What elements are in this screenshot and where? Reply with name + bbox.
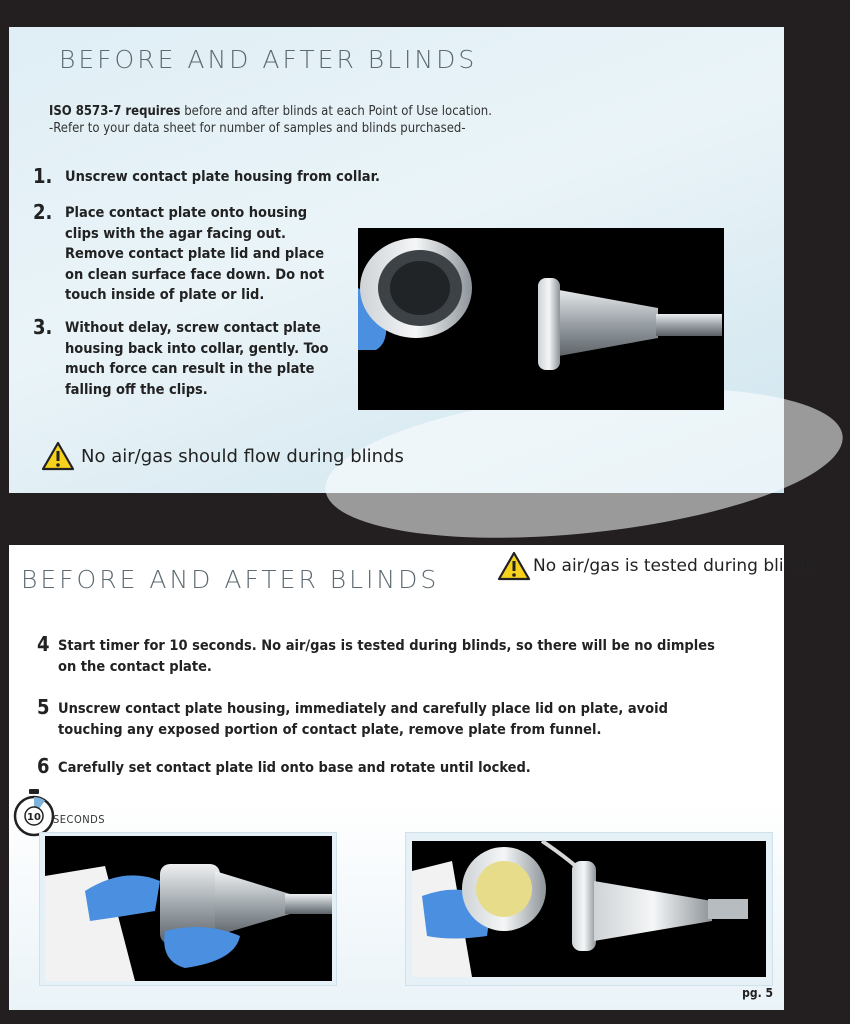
timer-value: 10 bbox=[27, 812, 41, 823]
panel-before-after-blinds-1 bbox=[9, 27, 784, 493]
warning-text: No air/gas is tested during blinds bbox=[533, 556, 815, 576]
warning-triangle-icon bbox=[41, 441, 75, 471]
timer-10-seconds bbox=[11, 788, 105, 838]
intro-line-1 bbox=[49, 103, 492, 120]
step-6 bbox=[37, 754, 718, 779]
page-title: BEFORE AND AFTER BLINDS bbox=[59, 45, 478, 74]
iso-standard-label: ISO 8573-7 requires bbox=[49, 104, 181, 119]
step-5 bbox=[37, 695, 718, 740]
intro-rest: before and after blinds at each Point of Use location. bbox=[180, 104, 492, 119]
warning-no-test bbox=[497, 551, 814, 581]
page-number: pg. 5 bbox=[742, 986, 773, 1000]
panel-before-after-blinds-2 bbox=[9, 545, 815, 1010]
step-number: 2. bbox=[33, 200, 53, 224]
timer-label: SECONDS bbox=[53, 813, 106, 826]
step-number: 5 bbox=[37, 695, 50, 719]
step-number: 1. bbox=[33, 164, 53, 188]
step-text: Carefully set contact plate lid onto base and rotate until locked. bbox=[58, 760, 531, 776]
step-text: Unscrew contact plate housing, immediately and carefully place lid on plate, avoid touching any exposed portion of contact plate, remove plate from funnel. bbox=[58, 701, 668, 738]
step-text: Start timer for 10 seconds. No air/gas is tested during blinds, so there will be no dimples on the contact plate. bbox=[58, 638, 715, 675]
step-number: 6 bbox=[37, 754, 50, 778]
photo-frame-right bbox=[405, 832, 773, 986]
warning-no-flow bbox=[41, 441, 404, 471]
photo-plate-and-funnel bbox=[412, 841, 766, 977]
intro-line-2: -Refer to your data sheet for number of samples and blinds purchased- bbox=[49, 121, 466, 136]
step-text: Without delay, screw contact plate housing back into collar, gently. Too much force can result in the plate falling off the clips. bbox=[65, 320, 329, 398]
warning-text: No air/gas should flow during blinds bbox=[81, 445, 404, 467]
photo-housing-and-funnel bbox=[358, 228, 724, 410]
page-title: BEFORE AND AFTER BLINDS bbox=[21, 565, 440, 594]
photo-frame-left bbox=[39, 832, 337, 986]
step-text: Place contact plate onto housing clips with the agar facing out. Remove contact plate lid and place on clean surface face down. Do not touch inside of plate or lid. bbox=[65, 205, 325, 303]
step-1 bbox=[33, 164, 380, 188]
step-number: 3. bbox=[33, 315, 53, 339]
photo-gloved-hands-funnel bbox=[45, 836, 332, 981]
stopwatch-icon bbox=[11, 788, 57, 838]
step-2 bbox=[33, 200, 333, 306]
housing-funnel-illustration bbox=[358, 228, 724, 410]
intro-text bbox=[49, 103, 492, 137]
step-3 bbox=[33, 315, 333, 400]
plate-funnel-illustration bbox=[412, 841, 766, 977]
warning-triangle-icon bbox=[497, 551, 531, 581]
step-text: Unscrew contact plate housing from collar. bbox=[65, 169, 380, 185]
step-4 bbox=[37, 632, 718, 677]
step-number: 4 bbox=[37, 632, 50, 656]
gloved-hands-illustration bbox=[45, 836, 332, 981]
